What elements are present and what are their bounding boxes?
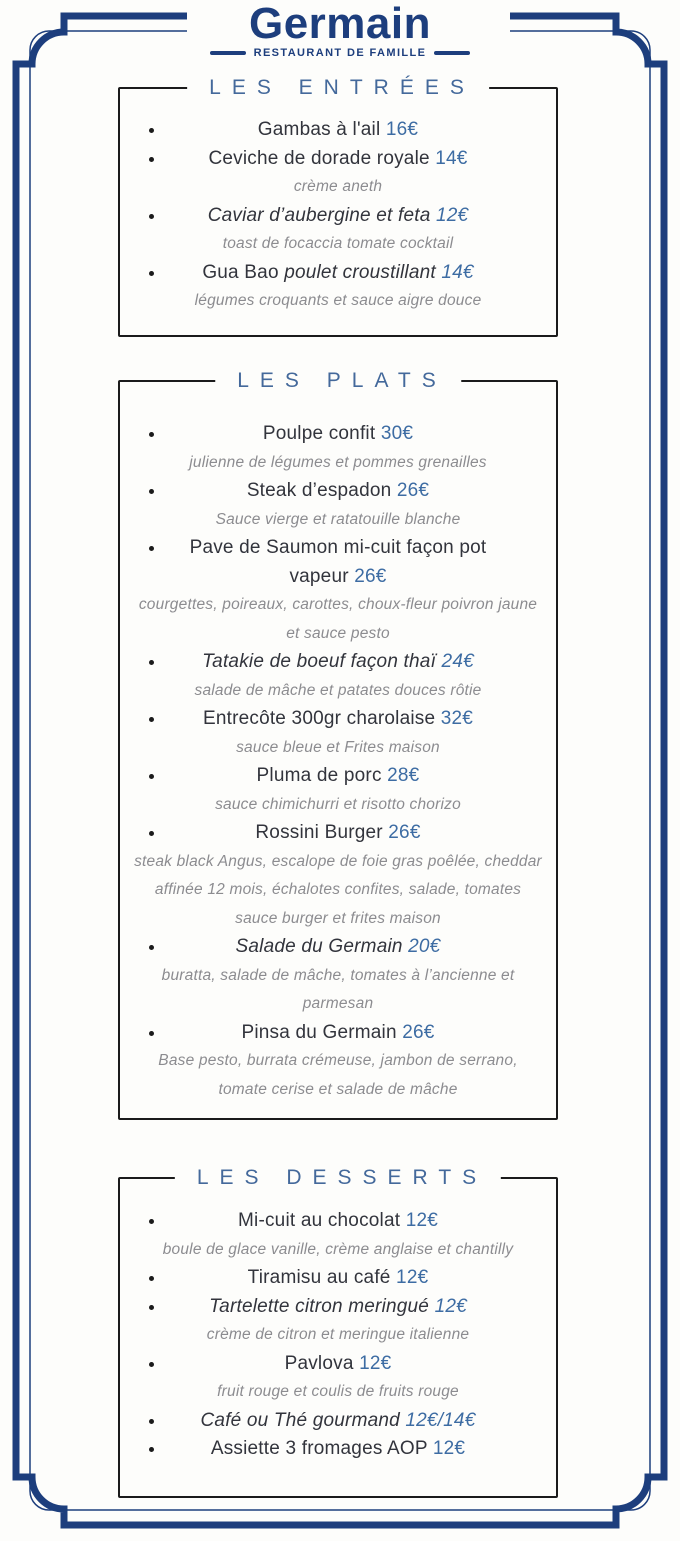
menu-item [120, 1264, 556, 1293]
item-description: crème de citron et meringue italienne [206, 1326, 470, 1343]
item-description: boule de glace vanille, crème anglaise et chantilly [162, 1240, 514, 1258]
item-price: 12€ [435, 204, 469, 226]
bullet-icon [149, 660, 154, 665]
bullet-icon [149, 1419, 154, 1424]
item-name: Salade du Germain [235, 936, 403, 957]
item-description: fruit rouge et coulis de fruits rouge [217, 1383, 459, 1400]
item-description: sauce bleue et Frites maison [236, 738, 440, 756]
item-description: Sauce vierge et ratatouille blanche [215, 510, 461, 528]
item-description: courgettes, poireaux, carottes, choux-fleur poivron jaune et sauce pesto [138, 596, 538, 642]
menu-section-desserts [118, 1166, 558, 1498]
menu-item [120, 762, 556, 791]
item-price: 26€ [402, 1021, 435, 1043]
item-name: Assiette 3 fromages AOP [210, 1438, 428, 1459]
menu-header [0, 2, 680, 59]
item-name: Tartelette citron meringué [209, 1295, 430, 1317]
bullet-icon [149, 214, 154, 219]
bullet-icon [149, 546, 154, 551]
bullet-icon [149, 128, 154, 133]
bullet-icon [149, 1447, 154, 1452]
item-name: Mi-cuit au chocolat [238, 1210, 401, 1231]
item-name: Caviar d’aubergine et feta [207, 204, 431, 226]
menu-item [120, 116, 556, 145]
menu-item [120, 1293, 556, 1322]
bullet-icon [149, 157, 154, 162]
item-price: 26€ [354, 565, 387, 587]
item-name: Ceviche de dorade royale [208, 147, 430, 169]
menu-item-list [120, 382, 556, 1104]
item-price: 12€ [432, 1438, 466, 1459]
menu-item [120, 1207, 556, 1236]
menu-item [120, 819, 556, 848]
bullet-icon [149, 774, 154, 779]
item-price: 12€ [396, 1267, 429, 1288]
item-price: 12€/14€ [405, 1409, 476, 1431]
item-name: Steak d’espadon [246, 480, 392, 501]
menu-item [120, 420, 556, 449]
item-price: 16€ [385, 119, 419, 140]
menu-section-entrees [118, 76, 558, 337]
bullet-icon [149, 432, 154, 437]
item-name: Tatakie de boeuf façon thaï [202, 651, 437, 672]
item-description: légumes croquants et sauce aigre douce [194, 292, 482, 309]
item-price: 12€ [405, 1210, 438, 1231]
section-title: LES ENTRÉES [187, 76, 489, 100]
item-name: poulet croustillant [284, 261, 436, 283]
item-description: sauce chimichurri et risotto chorizo [215, 795, 461, 813]
tagline-dash-right-icon [434, 51, 470, 55]
item-description: toast de focaccia tomate cocktail [222, 235, 454, 252]
bullet-icon [149, 831, 154, 836]
menu-item [120, 1019, 556, 1048]
item-description: buratta, salade de mâche, tomates à l’ancienne et parmesan [161, 966, 515, 1012]
bullet-icon [149, 945, 154, 950]
bullet-icon [149, 271, 154, 276]
item-name: Pluma de porc [256, 765, 382, 786]
menu-item [120, 534, 556, 591]
item-name: Pave de Saumon mi-cuit façon pot vapeur [189, 537, 487, 587]
menu-item [120, 1407, 556, 1436]
item-name: Gambas à l'ail [257, 119, 381, 140]
item-price: 20€ [408, 936, 441, 957]
menu-item [120, 202, 556, 231]
item-description: julienne de légumes et pommes grenailles [189, 453, 487, 471]
item-price: 24€ [441, 651, 474, 672]
item-price: 32€ [440, 708, 474, 729]
bullet-icon [149, 717, 154, 722]
menu-item [120, 933, 556, 962]
item-price: 12€ [434, 1295, 467, 1317]
item-description: Base pesto, burrata crémeuse, jambon de serrano, tomate cerise et salade de mâche [158, 1052, 518, 1098]
item-description: steak black Angus, escalope de foie gras poêlée, cheddar affinée 12 mois, échalotes confites, salade, tomates sauce burger et frites maison [134, 852, 542, 927]
menu-item [120, 259, 556, 288]
item-price: 14€ [441, 261, 474, 283]
item-price: 26€ [396, 480, 430, 501]
item-name: Tiramisu au café [247, 1267, 391, 1288]
bullet-icon [149, 1362, 154, 1367]
item-name: Pinsa du Germain [241, 1021, 397, 1043]
item-name: Poulpe confit [262, 423, 376, 444]
logo-tagline: RESTAURANT DE FAMILLE [253, 47, 427, 59]
menu-section-plats [118, 369, 558, 1120]
item-price: 30€ [380, 423, 414, 444]
item-price: 26€ [388, 822, 421, 843]
bullet-icon [149, 1219, 154, 1224]
menu-item [120, 648, 556, 677]
item-name: Gua Bao [202, 261, 285, 283]
item-price: 14€ [435, 147, 468, 169]
bullet-icon [149, 489, 154, 494]
item-description: crème aneth [293, 178, 383, 195]
logo-tagline-row [0, 47, 680, 59]
menu-item [120, 145, 556, 174]
item-name: Pavlova [284, 1352, 354, 1374]
bullet-icon [149, 1305, 154, 1310]
menu-item [120, 1435, 556, 1464]
item-name: Rossini Burger [255, 822, 383, 843]
menu-item [120, 477, 556, 506]
item-name: Café ou Thé gourmand [200, 1409, 400, 1431]
bullet-icon [149, 1276, 154, 1281]
item-price: 12€ [359, 1352, 392, 1374]
menu-item [120, 705, 556, 734]
menu-item-list [120, 89, 556, 316]
bullet-icon [149, 1031, 154, 1036]
menu-item [120, 1350, 556, 1379]
section-title: LES DESSERTS [175, 1166, 501, 1190]
section-title: LES PLATS [215, 369, 461, 393]
item-description: salade de mâche et patates douces rôtie [194, 681, 482, 699]
item-name: Entrecôte 300gr charolaise [202, 708, 436, 729]
menu-item-list [120, 1179, 556, 1464]
tagline-dash-left-icon [210, 51, 246, 55]
restaurant-logo: Germain [248, 0, 431, 48]
item-price: 28€ [387, 765, 420, 786]
